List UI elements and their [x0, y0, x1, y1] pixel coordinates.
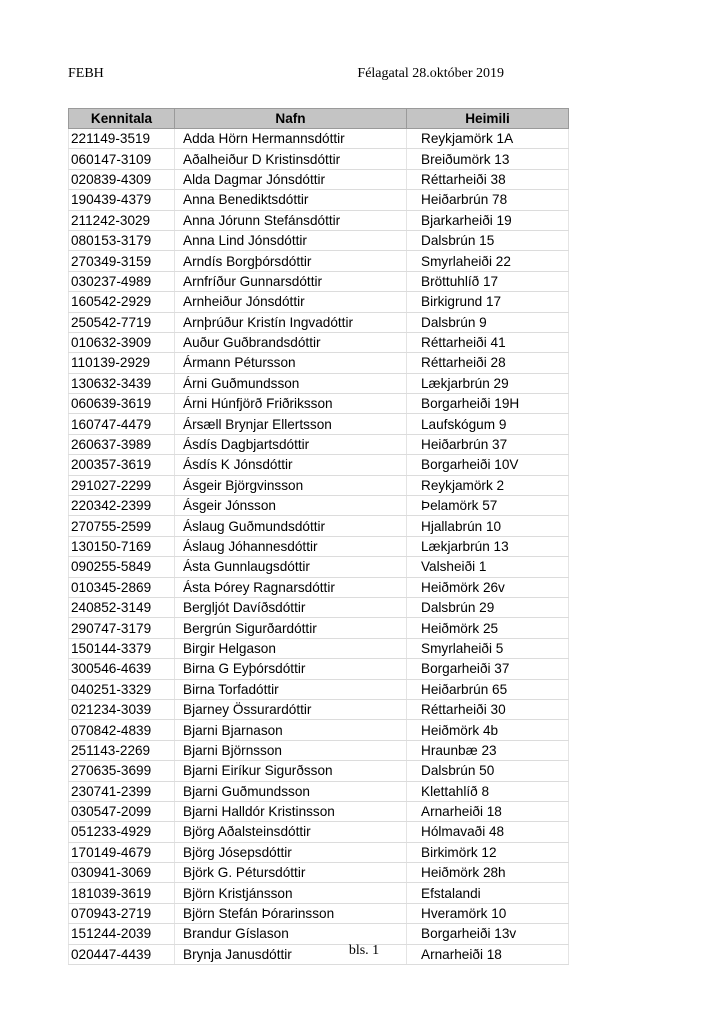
table-row — [69, 251, 569, 271]
column-header-nafn: Nafn — [175, 109, 407, 129]
cell-nafn: Bergrún Sigurðardóttir — [175, 618, 407, 638]
cell-heimili: Valsheiði 1 — [407, 557, 569, 577]
table-row — [69, 394, 569, 414]
table-row — [69, 353, 569, 373]
cell-heimili: Smyrlaheiði 5 — [407, 638, 569, 658]
cell-nafn: Bergljót Davíðsdóttir — [175, 597, 407, 617]
cell-nafn: Ásgeir Jónsson — [175, 496, 407, 516]
cell-nafn: Ásdís Dagbjartsdóttir — [175, 434, 407, 454]
cell-heimili: Arnarheiði 18 — [407, 801, 569, 821]
cell-kennitala: 010632-3909 — [69, 332, 175, 352]
table-row — [69, 842, 569, 862]
cell-nafn: Árni Guðmundsson — [175, 373, 407, 393]
cell-heimili: Heiðarbrún 78 — [407, 190, 569, 210]
cell-nafn: Arnheiður Jónsdóttir — [175, 292, 407, 312]
cell-heimili: Heiðmörk 4b — [407, 720, 569, 740]
cell-kennitala: 270349-3159 — [69, 251, 175, 271]
cell-nafn: Björg Jósepsdóttir — [175, 842, 407, 862]
cell-kennitala: 230741-2399 — [69, 781, 175, 801]
table-row — [69, 699, 569, 719]
cell-nafn: Bjarni Guðmundsson — [175, 781, 407, 801]
cell-nafn: Bjarni Eiríkur Sigurðsson — [175, 761, 407, 781]
table-row — [69, 455, 569, 475]
cell-heimili: Klettahlíð 8 — [407, 781, 569, 801]
organization-label: FEBH — [68, 66, 104, 81]
table-row — [69, 883, 569, 903]
table-row — [69, 190, 569, 210]
cell-kennitala: 221149-3519 — [69, 129, 175, 149]
cell-nafn: Bjarney Össurardóttir — [175, 699, 407, 719]
cell-nafn: Birna Torfadóttir — [175, 679, 407, 699]
page-title: Félagatal 28.október 2019 — [357, 66, 504, 81]
cell-nafn: Arnþrúður Kristín Ingvadóttir — [175, 312, 407, 332]
table-row — [69, 332, 569, 352]
cell-kennitala: 211242-3029 — [69, 210, 175, 230]
cell-kennitala: 150144-3379 — [69, 638, 175, 658]
cell-heimili: Borgarheiði 37 — [407, 659, 569, 679]
cell-kennitala: 160747-4479 — [69, 414, 175, 434]
cell-kennitala: 051233-4929 — [69, 822, 175, 842]
cell-heimili: Heiðarbrún 37 — [407, 434, 569, 454]
cell-kennitala: 240852-3149 — [69, 597, 175, 617]
cell-kennitala: 110139-2929 — [69, 353, 175, 373]
members-table — [68, 108, 569, 965]
table-row — [69, 801, 569, 821]
cell-kennitala: 020447-4439 — [69, 944, 175, 964]
cell-kennitala: 060639-3619 — [69, 394, 175, 414]
cell-nafn: Björn Kristjánsson — [175, 883, 407, 903]
cell-heimili: Hraunbæ 23 — [407, 740, 569, 760]
cell-heimili: Smyrlaheiði 22 — [407, 251, 569, 271]
cell-heimili: Bröttuhlíð 17 — [407, 271, 569, 291]
cell-nafn: Aðalheiður D Kristinsdóttir — [175, 149, 407, 169]
cell-kennitala: 030941-3069 — [69, 863, 175, 883]
table-row — [69, 496, 569, 516]
cell-kennitala: 270635-3699 — [69, 761, 175, 781]
cell-nafn: Arndís Borgþórsdóttir — [175, 251, 407, 271]
cell-kennitala: 220342-2399 — [69, 496, 175, 516]
cell-nafn: Ásta Þórey Ragnarsdóttir — [175, 577, 407, 597]
cell-nafn: Ásta Gunnlaugsdóttir — [175, 557, 407, 577]
column-header-heimili: Heimili — [407, 109, 569, 129]
table-row — [69, 373, 569, 393]
table-row — [69, 169, 569, 189]
cell-heimili: Dalsbrún 9 — [407, 312, 569, 332]
cell-kennitala: 300546-4639 — [69, 659, 175, 679]
table-row — [69, 312, 569, 332]
cell-nafn: Áslaug Jóhannesdóttir — [175, 536, 407, 556]
table-row — [69, 924, 569, 944]
table-row — [69, 149, 569, 169]
cell-kennitala: 030547-2099 — [69, 801, 175, 821]
cell-kennitala: 070842-4839 — [69, 720, 175, 740]
cell-kennitala: 030237-4989 — [69, 271, 175, 291]
cell-nafn: Árni Húnfjörð Friðriksson — [175, 394, 407, 414]
cell-heimili: Réttarheiði 38 — [407, 169, 569, 189]
cell-nafn: Anna Jórunn Stefánsdóttir — [175, 210, 407, 230]
cell-nafn: Anna Lind Jónsdóttir — [175, 230, 407, 250]
cell-heimili: Bjarkarheiði 19 — [407, 210, 569, 230]
table-row — [69, 903, 569, 923]
cell-kennitala: 160542-2929 — [69, 292, 175, 312]
cell-kennitala: 270755-2599 — [69, 516, 175, 536]
cell-nafn: Björk G. Pétursdóttir — [175, 863, 407, 883]
cell-heimili: Heiðarbrún 65 — [407, 679, 569, 699]
table-body — [69, 129, 569, 965]
cell-heimili: Lækjarbrún 13 — [407, 536, 569, 556]
cell-kennitala: 260637-3989 — [69, 434, 175, 454]
cell-heimili: Réttarheiði 30 — [407, 699, 569, 719]
table-row — [69, 659, 569, 679]
cell-heimili: Réttarheiði 41 — [407, 332, 569, 352]
page-header — [68, 66, 568, 86]
cell-nafn: Ármann Pétursson — [175, 353, 407, 373]
cell-heimili: Laufskógum 9 — [407, 414, 569, 434]
table-row — [69, 271, 569, 291]
cell-heimili: Birkimörk 12 — [407, 842, 569, 862]
column-header-kennitala: Kennitala — [69, 109, 175, 129]
table-row — [69, 781, 569, 801]
cell-heimili: Dalsbrún 15 — [407, 230, 569, 250]
table-row — [69, 679, 569, 699]
cell-kennitala: 040251-3329 — [69, 679, 175, 699]
table-row — [69, 720, 569, 740]
table-row — [69, 129, 569, 149]
table-row — [69, 597, 569, 617]
cell-nafn: Björn Stefán Þórarinsson — [175, 903, 407, 923]
cell-heimili: Efstalandi — [407, 883, 569, 903]
cell-kennitala: 020839-4309 — [69, 169, 175, 189]
cell-heimili: Heiðmörk 26v — [407, 577, 569, 597]
cell-kennitala: 200357-3619 — [69, 455, 175, 475]
cell-nafn: Birgir Helgason — [175, 638, 407, 658]
cell-nafn: Anna Benediktsdóttir — [175, 190, 407, 210]
cell-nafn: Brandur Gíslason — [175, 924, 407, 944]
cell-nafn: Birna G Eyþórsdóttir — [175, 659, 407, 679]
cell-heimili: Borgarheiði 13v — [407, 924, 569, 944]
cell-heimili: Breiðumörk 13 — [407, 149, 569, 169]
cell-heimili: Réttarheiði 28 — [407, 353, 569, 373]
table-row — [69, 516, 569, 536]
table-row — [69, 230, 569, 250]
table-row — [69, 434, 569, 454]
cell-heimili: Þelamörk 57 — [407, 496, 569, 516]
cell-heimili: Borgarheiði 10V — [407, 455, 569, 475]
cell-kennitala: 080153-3179 — [69, 230, 175, 250]
cell-heimili: Hjallabrún 10 — [407, 516, 569, 536]
cell-heimili: Heiðmörk 28h — [407, 863, 569, 883]
cell-heimili: Arnarheiði 18 — [407, 944, 569, 964]
cell-nafn: Auður Guðbrandsdóttir — [175, 332, 407, 352]
cell-nafn: Bjarni Halldór Kristinsson — [175, 801, 407, 821]
cell-nafn: Bjarni Björnsson — [175, 740, 407, 760]
cell-heimili: Reykjamörk 1A — [407, 129, 569, 149]
cell-heimili: Lækjarbrún 29 — [407, 373, 569, 393]
cell-kennitala: 190439-4379 — [69, 190, 175, 210]
cell-kennitala: 090255-5849 — [69, 557, 175, 577]
cell-heimili: Heiðmörk 25 — [407, 618, 569, 638]
cell-kennitala: 070943-2719 — [69, 903, 175, 923]
cell-nafn: Björg Aðalsteinsdóttir — [175, 822, 407, 842]
table-row — [69, 475, 569, 495]
cell-nafn: Ásdís K Jónsdóttir — [175, 455, 407, 475]
cell-kennitala: 060147-3109 — [69, 149, 175, 169]
cell-nafn: Áslaug Guðmundsdóttir — [175, 516, 407, 536]
cell-heimili: Reykjamörk 2 — [407, 475, 569, 495]
table-row — [69, 557, 569, 577]
cell-kennitala: 181039-3619 — [69, 883, 175, 903]
cell-heimili: Dalsbrún 29 — [407, 597, 569, 617]
cell-kennitala: 290747-3179 — [69, 618, 175, 638]
table-row — [69, 618, 569, 638]
table-row — [69, 210, 569, 230]
cell-kennitala: 010345-2869 — [69, 577, 175, 597]
cell-heimili: Hólmavaði 48 — [407, 822, 569, 842]
page-number: bls. 1 — [348, 943, 380, 958]
cell-kennitala: 130632-3439 — [69, 373, 175, 393]
cell-kennitala: 170149-4679 — [69, 842, 175, 862]
cell-kennitala: 151244-2039 — [69, 924, 175, 944]
cell-heimili: Birkigrund 17 — [407, 292, 569, 312]
table-row — [69, 863, 569, 883]
cell-nafn: Alda Dagmar Jónsdóttir — [175, 169, 407, 189]
cell-kennitala: 021234-3039 — [69, 699, 175, 719]
table-row — [69, 292, 569, 312]
table-row — [69, 536, 569, 556]
cell-kennitala: 251143-2269 — [69, 740, 175, 760]
cell-nafn: Brynja Janusdóttir — [175, 944, 407, 964]
table-row — [69, 577, 569, 597]
cell-heimili: Borgarheiði 19H — [407, 394, 569, 414]
cell-nafn: Ársæll Brynjar Ellertsson — [175, 414, 407, 434]
cell-heimili: Hveramörk 10 — [407, 903, 569, 923]
cell-nafn: Arnfríður Gunnarsdóttir — [175, 271, 407, 291]
cell-kennitala: 291027-2299 — [69, 475, 175, 495]
cell-kennitala: 130150-7169 — [69, 536, 175, 556]
cell-kennitala: 250542-7719 — [69, 312, 175, 332]
cell-nafn: Adda Hörn Hermannsdóttir — [175, 129, 407, 149]
cell-nafn: Ásgeir Björgvinsson — [175, 475, 407, 495]
table-header-row — [69, 109, 569, 129]
cell-nafn: Bjarni Bjarnason — [175, 720, 407, 740]
table-row — [69, 638, 569, 658]
table-row — [69, 822, 569, 842]
table-row — [69, 761, 569, 781]
cell-heimili: Dalsbrún 50 — [407, 761, 569, 781]
table-row — [69, 740, 569, 760]
table-row — [69, 414, 569, 434]
